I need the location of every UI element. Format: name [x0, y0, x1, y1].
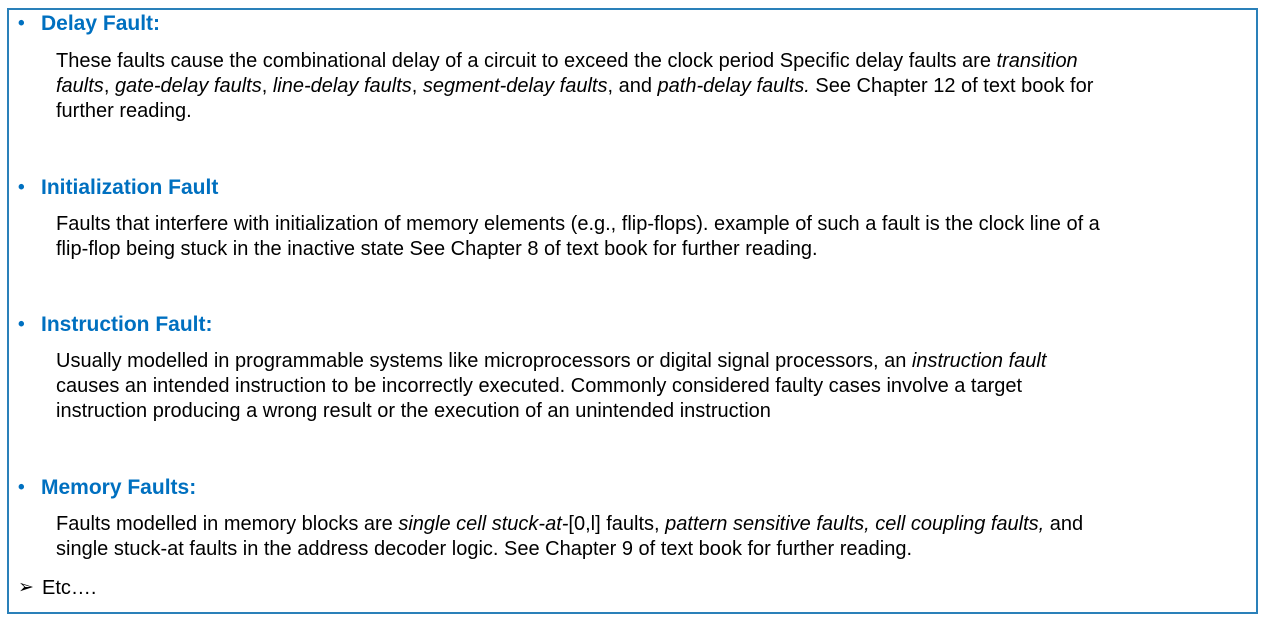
text-run: Usually modelled in programmable systems like microprocessors or digital signal processors, an [56, 350, 912, 372]
bullet-icon: • [18, 13, 25, 34]
text-run: These faults cause the combinational delay of a circuit to exceed the clock period Specific delay faults are [56, 50, 997, 72]
text-run: further reading. [56, 100, 192, 122]
paragraph-line [56, 349, 1251, 374]
text-run: , [411, 75, 423, 97]
italic-term: single cell stuck-at- [398, 513, 569, 535]
bullet-icon: • [18, 177, 25, 198]
italic-term: path-delay faults. [657, 75, 810, 97]
text-run: and [1044, 513, 1084, 535]
paragraph-line [56, 399, 1251, 424]
paragraph-line [56, 99, 1251, 124]
section-body [56, 212, 1251, 262]
text-run: causes an intended instruction to be incorrectly executed. Commonly considered faulty cases involve a target [56, 375, 1023, 397]
etc-text: Etc…. [42, 577, 97, 599]
section-body [56, 349, 1251, 424]
section-heading-memory-faults: Memory Faults: [41, 476, 197, 499]
paragraph-line [56, 237, 1251, 262]
text-run: , and [607, 75, 658, 97]
paragraph-line [56, 374, 1251, 399]
italic-term: pattern sensitive faults, cell coupling faults, [665, 513, 1045, 535]
bullet-icon: • [18, 314, 25, 335]
italic-term: transition [996, 50, 1078, 72]
italic-term: gate-delay faults [114, 75, 262, 97]
section-heading-instruction-fault: Instruction Fault: [41, 313, 213, 336]
text-run: , [103, 75, 115, 97]
text-run: Faults modelled in memory blocks are [56, 513, 399, 535]
paragraph-line [56, 512, 1251, 537]
italic-term: line-delay faults [272, 75, 412, 97]
text-run: See Chapter 12 of text book for [809, 75, 1094, 97]
text-run: flip-flop being stuck in the inactive state See Chapter 8 of text book for further reading. [56, 238, 818, 260]
paragraph-line [56, 537, 1251, 562]
section-heading-delay-fault: Delay Fault: [41, 12, 161, 35]
section-body [56, 512, 1251, 562]
paragraph-line [56, 74, 1251, 99]
text-run: instruction producing a wrong result or the execution of an unintended instruction [56, 400, 771, 422]
text-run: Faults that interfere with initialization of memory elements (e.g., flip-flops). example of such a fault is the clock line of a [56, 213, 1100, 235]
italic-term: faults [56, 75, 104, 97]
text-run: [0,l] faults, [568, 513, 666, 535]
italic-term: instruction fault [911, 350, 1047, 372]
text-run: single stuck-at faults in the address decoder logic. See Chapter 9 of text book for further reading. [56, 538, 913, 560]
paragraph-line [56, 212, 1251, 237]
text-run: , [261, 75, 273, 97]
section-heading-initialization-fault: Initialization Fault [41, 176, 219, 199]
arrow-bullet-icon: ➢ [18, 577, 34, 598]
paragraph-line [56, 49, 1251, 74]
bullet-icon: • [18, 477, 25, 498]
section-body [56, 49, 1251, 124]
italic-term: segment-delay faults [422, 75, 608, 97]
